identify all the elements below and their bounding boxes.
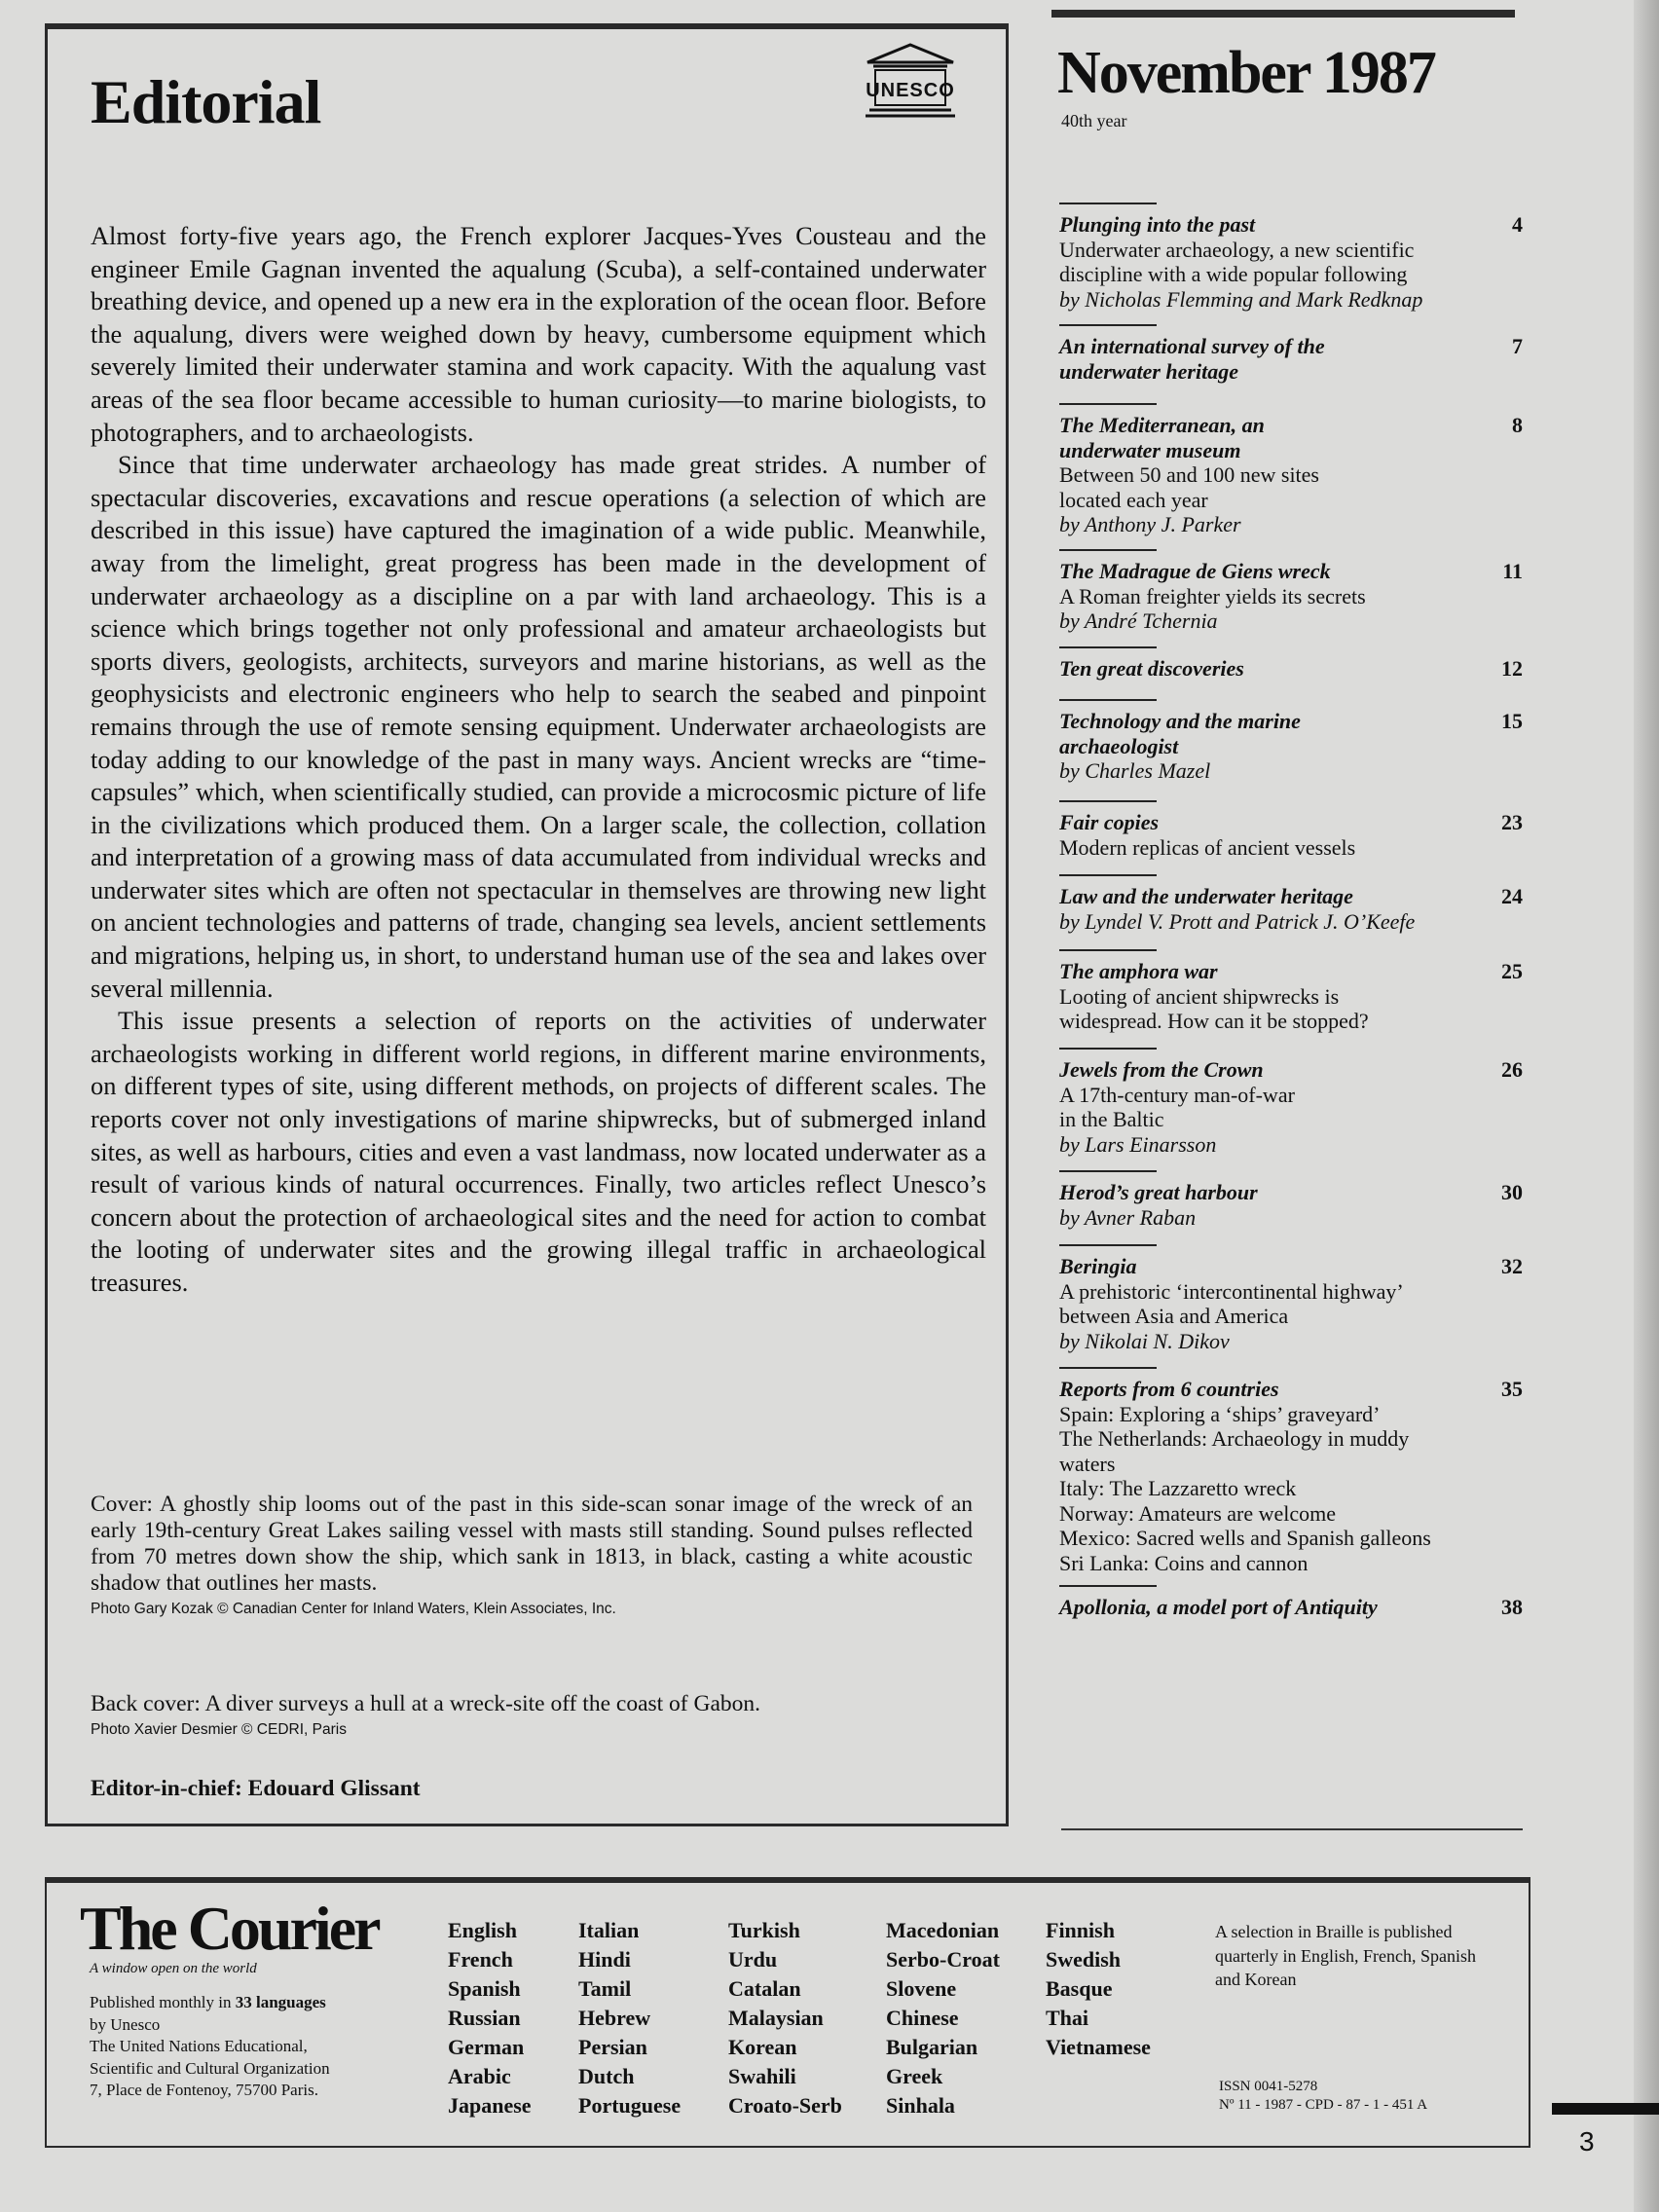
toc-entry[interactable] (1059, 1595, 1523, 1620)
toc-entry[interactable] (1059, 1057, 1523, 1157)
language-item: Italian (578, 1918, 640, 1942)
toc-entry[interactable] (1059, 959, 1523, 1034)
toc-entry-title: The Madrague de Giens wreck (1059, 559, 1331, 583)
language-item: Basque (1046, 1976, 1113, 2001)
toc-entry-page: 32 (1501, 1254, 1523, 1278)
publisher-info (90, 1992, 382, 2102)
language-item: Croato-Serb (728, 2093, 842, 2118)
language-item: Thai (1046, 2006, 1089, 2030)
toc-entry-line: Modern replicas of ancient vessels (1059, 834, 1356, 860)
cover-caption-text: Cover: A ghostly ship looms out of the past in this side-scan sonar image of the wreck of an early 19th-century Great Lakes sailing vessel with masts still standing. Sound pulses reflected from 70 metres down show the ship, which sank in 1813, in black, casting a white acoustic shadow that outlines her masts. (91, 1492, 973, 1596)
page-number: 3 (1579, 2126, 1595, 2157)
published-prefix: Published monthly in (90, 1993, 236, 2011)
editorial-paragraph: Since that time underwater archaeology has made great strides. A number of spectacular discoveries, excavations and rescue operations (a selection of which are described in this issue) have captured the imagination of a wide public. Meanwhile, away from the limelight, great progress has been made in the development of underwater archaeology as a discipline on a par with land archaeology. This is a science which brings together not only professional and amateur archaeologists but sports divers, geologists, architects, surveyors and marine historians, as well as the geophysicists and electronic engineers who help to search the seabed and pinpoint remains through the use of remote sensing equipment. Underwater archaeologists are today adding to our knowledge of the past in many ways. Ancient wrecks are “time-capsules” which, when scientifically studied, can provide a microcosmic picture of life in the civilizations which produced them. On a larger scale, the collection, collation and interpretation of a growing mass of data accumulated from individual wrecks and underwater sites which are often not spectacular in themselves are throwing new light on ancient technologies and patterns of trade, changing sea levels, ancient settlements and migrations, helping us, in short, to understand human use of the sea and lakes over several millennia. (91, 450, 986, 1003)
toc-entry-page: 12 (1501, 656, 1523, 681)
language-item: Urdu (728, 1947, 778, 1972)
toc-entry[interactable] (1059, 709, 1523, 784)
toc-entry-line: Mexico: Sacred wells and Spanish galleons (1059, 1526, 1431, 1550)
language-item: Korean (728, 2035, 797, 2059)
language-column (886, 1916, 1000, 2120)
page-number-bar (1552, 2103, 1659, 2115)
toc-entry-title: An international survey of the underwater heritage (1059, 334, 1325, 384)
language-item: Bulgarian (886, 2035, 978, 2059)
contents-top-rule (1051, 10, 1515, 18)
language-item: Chinese (886, 2006, 959, 2030)
issue-year: 40th year (1061, 111, 1127, 130)
publisher-line: Scientific and Cultural Organization (90, 2058, 330, 2078)
toc-entry-page: 8 (1512, 413, 1523, 437)
toc-entry-line: The Netherlands: Archaeology in muddy (1059, 1426, 1410, 1451)
back-cover-photo-credit: Photo Xavier Desmier © CEDRI, Paris (91, 1721, 347, 1738)
publisher-line: The United Nations Educational, (90, 2037, 308, 2055)
toc-entry-line: in the Baltic (1059, 1107, 1164, 1131)
language-item: Sinhala (886, 2093, 955, 2118)
toc-entry-line: waters (1059, 1451, 1116, 1476)
language-item: Finnish (1046, 1918, 1115, 1942)
language-item: Tamil (578, 1976, 632, 2001)
language-item: Malaysian (728, 2006, 824, 2030)
toc-entry-title: Law and the underwater heritage (1059, 884, 1353, 908)
back-cover-caption-text: Back cover: A diver surveys a hull at a wreck-site off the coast of Gabon. (91, 1691, 761, 1716)
contents-bottom-rule (1061, 1828, 1523, 1830)
toc-entry-page: 7 (1512, 334, 1523, 358)
toc-entry[interactable] (1059, 413, 1523, 537)
toc-entry-line: discipline with a wide popular following (1059, 262, 1408, 286)
editorial-title: Editorial (91, 67, 321, 136)
toc-entry-page: 35 (1501, 1377, 1523, 1401)
toc-entry-author: by Anthony J. Parker (1059, 512, 1241, 536)
language-item: Serbo-Croat (886, 1947, 1000, 1972)
language-item: Macedonian (886, 1918, 1000, 1942)
cover-caption (91, 1492, 973, 1620)
toc-entry-page: 26 (1501, 1057, 1523, 1082)
page-edge-shadow (1634, 0, 1659, 2212)
toc-entry-title: Jewels from the Crown (1059, 1057, 1264, 1082)
editor-in-chief: Editor-in-chief: Edouard Glissant (91, 1776, 421, 1801)
toc-entry-title: Beringia (1059, 1254, 1137, 1278)
toc-entry[interactable] (1059, 212, 1523, 312)
courier-tagline: A window open on the world (90, 1961, 257, 1976)
language-item: Dutch (578, 2064, 635, 2088)
language-item: Slovene (886, 1976, 957, 2001)
braille-note: A selection in Braille is published quarterly in English, French, Spanish and Korean (1215, 1922, 1476, 1989)
toc-entry-line: Sri Lanka: Coins and cannon (1059, 1550, 1309, 1575)
issn-info (1219, 2078, 1427, 2115)
toc-entry-line: between Asia and America (1059, 1304, 1289, 1328)
toc-entry-author: by Lyndel V. Prott and Patrick J. O’Keefe (1059, 908, 1416, 934)
toc-entry-author: by Lars Einarsson (1059, 1131, 1217, 1157)
toc-entry-line: widespread. How can it be stopped? (1059, 1009, 1369, 1033)
toc-entry-line: Spain: Exploring a ‘ships’ graveyard’ (1059, 1401, 1381, 1426)
toc-entry-line: Between 50 and 100 new sites (1059, 462, 1319, 487)
toc-entry-page: 25 (1501, 959, 1523, 983)
language-item: German (448, 2035, 525, 2059)
toc-entry-title: The amphora war (1059, 959, 1218, 983)
language-item: Greek (886, 2064, 943, 2088)
language-item: Russian (448, 2006, 521, 2030)
language-item: Arabic (448, 2064, 511, 2088)
language-item: Persian (578, 2035, 647, 2059)
toc-entry-author: by Avner Raban (1059, 1204, 1197, 1230)
toc-entry-author: by Nicholas Flemming and Mark Redknap (1059, 286, 1423, 312)
toc-entry[interactable] (1059, 1377, 1523, 1575)
toc-entry-line: Looting of ancient shipwrecks is (1059, 983, 1340, 1009)
toc-entry-line: Italy: The Lazzaretto wreck (1059, 1476, 1297, 1500)
toc-entry[interactable] (1059, 656, 1523, 682)
language-item: Vietnamese (1046, 2035, 1151, 2059)
language-item: Swahili (728, 2064, 796, 2088)
toc-entry-author: by Charles Mazel (1059, 758, 1211, 783)
toc-entry[interactable] (1059, 1254, 1523, 1353)
toc-entry-page: 4 (1512, 212, 1523, 237)
language-item: Catalan (728, 1976, 801, 2001)
toc-entry-title: Apollonia, a model port of Antiquity (1059, 1595, 1378, 1619)
toc-entry[interactable] (1059, 884, 1523, 934)
toc-entry-line: Norway: Amateurs are welcome (1059, 1500, 1337, 1526)
toc-entry[interactable] (1059, 1180, 1523, 1230)
back-cover-caption (91, 1690, 973, 1741)
language-item: Hebrew (578, 2006, 651, 2030)
toc-entry-author: by André Tchernia (1059, 608, 1218, 633)
language-column (578, 1916, 681, 2120)
toc-entry-title: Herod’s great harbour (1059, 1180, 1258, 1204)
toc-entry-title: Technology and the marine archaeologist (1059, 709, 1301, 758)
toc-entry-page: 38 (1501, 1595, 1523, 1619)
issue-code: Nº 11 - 1987 - CPD - 87 - 1 - 451 A (1219, 2097, 1428, 2113)
editorial-paragraph: This issue presents a selection of reports on the activities of underwater archaeologists working in different world regions, in different marine environments, on different types of site, using different methods, on projects of different scales. The reports cover not only investigations of marine shipwrecks, but of submerged inland sites, as well as harbours, cities and even a vast landmass, now located underwater as a result of various kinds of natural occurrences. Finally, two articles reflect Unesco’s concern about the protection of archaeological sites and the need for action to combat the looting of underwater sites and the growing illegal traffic in archaeological treasures. (91, 1006, 986, 1297)
toc-entry-page: 15 (1501, 709, 1523, 733)
editorial-box (45, 23, 1009, 1826)
language-item: Spanish (448, 1976, 521, 2001)
language-item: Swedish (1046, 1947, 1122, 1972)
toc-entry-title: Reports from 6 countries (1059, 1377, 1279, 1401)
toc-entry-line: A prehistoric ‘intercontinental highway’ (1059, 1278, 1404, 1304)
language-item: Turkish (728, 1918, 800, 1942)
toc-entry-line: located each year (1059, 487, 1208, 512)
toc-entry-page: 23 (1501, 810, 1523, 834)
issue-date: November 1987 (1057, 40, 1435, 106)
courier-logo: The Courier (80, 1894, 379, 1963)
language-item: Portuguese (578, 2093, 682, 2118)
issn: ISSN 0041-5278 (1219, 2079, 1318, 2094)
editorial-paragraph: Almost forty-five years ago, the French explorer Jacques-Yves Cousteau and the engineer Emile Gagnan invented the aqualung (Scuba), a self-contained underwater breathing device, and opened up a new era in the exploration of the ocean floor. Before the aqualung, divers were weighed down by heavy, cumbersome equipment which severely limited their underwater stamina and work capacity. With the aqualung vast areas of the sea floor became accessible to human curiosity—to marine biologists, to photographers, and to archaeologists. (91, 221, 986, 447)
toc-entry[interactable] (1059, 559, 1523, 634)
language-column (1046, 1916, 1151, 2062)
language-item: French (448, 1947, 513, 1972)
publisher-line: by Unesco (90, 2014, 161, 2034)
toc-entry-page: 11 (1502, 559, 1523, 583)
courier-masthead (45, 1877, 1530, 2148)
toc-entry-line: Underwater archaeology, a new scientific (1059, 237, 1415, 262)
toc-entry-author: by Nikolai N. Dikov (1059, 1328, 1230, 1353)
toc-entry-line: A Roman freighter yields its secrets (1059, 583, 1366, 608)
toc-entry-title: Fair copies (1059, 810, 1160, 834)
language-column (448, 1916, 532, 2120)
language-item: Japanese (448, 2093, 532, 2118)
toc-entry-title: Plunging into the past (1059, 212, 1256, 237)
toc-entry-page: 24 (1501, 884, 1523, 908)
unesco-logo-icon (864, 41, 957, 123)
toc-entry-title: The Mediterranean, an underwater museum (1059, 413, 1265, 462)
toc-entry[interactable] (1059, 334, 1523, 384)
language-item: English (448, 1918, 517, 1942)
publisher-line: 7, Place de Fontenoy, 75700 Paris. (90, 2081, 318, 2099)
svg-text:UNESCO: UNESCO (866, 80, 955, 101)
language-item: Hindi (578, 1947, 631, 1972)
toc-entry-line: A 17th-century man-of-war (1059, 1082, 1295, 1107)
cover-photo-credit: Photo Gary Kozak © Canadian Center for Inland Waters, Klein Associates, Inc. (91, 1601, 616, 1617)
editorial-body (91, 220, 986, 1300)
language-column (728, 1916, 842, 2120)
toc-entry[interactable] (1059, 810, 1523, 860)
toc-entry-title: Ten great discoveries (1059, 656, 1244, 681)
toc-entry-page: 30 (1501, 1180, 1523, 1204)
language-count: 33 languages (235, 1993, 326, 2011)
